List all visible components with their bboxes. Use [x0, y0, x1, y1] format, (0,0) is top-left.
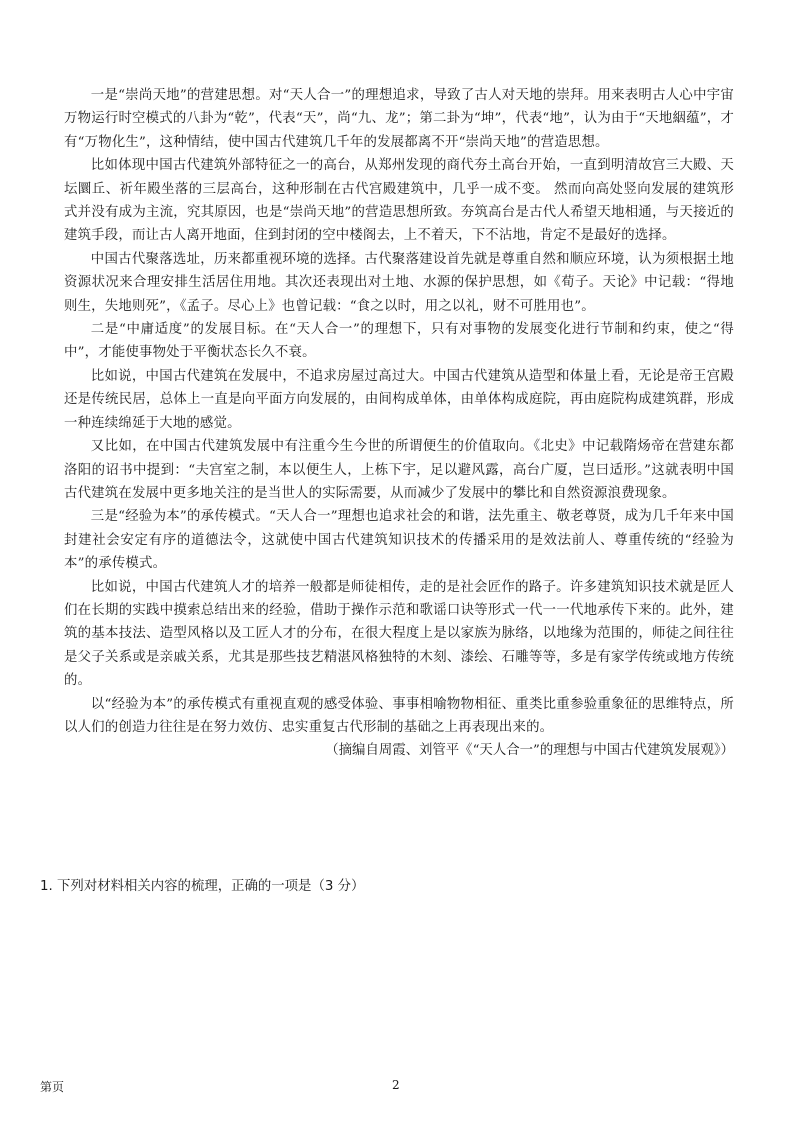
paragraph-3: 中国古代聚落选址，历来都重视环境的选择。古代聚落建设首先就是尊重自然和顺应环境，认为须根据土地资源状况来合理安排生活居住用地。其次还表现出对土地、水源的保护思想，如《荀子。天论》中记载：“得地则生，失地则死”，《孟子。尽心上》也曾记载：“食之以时，用之以礼，财不可胜用也”。 [64, 251, 734, 314]
paragraph-4: 二是“中庸适度”的发展目标。在“天人合一”的理想下，只有对事物的发展变化进行节制和约束，使之“得中”，才能使事物处于平衡状态长久不衰。 [64, 322, 734, 361]
footer-page-label: 第页 [40, 1080, 65, 1094]
paragraph-1: 一是“崇尚天地”的营建思想。对“天人合一”的理想追求，导致了古人对天地的崇拜。用来表明古人心中宇宙万物运行时空模式的八卦为“乾”，代表“天”，尚“九、龙”；第二卦为“坤”，代表“地”，认为由于“天地絪蕴”，才有“万物化生”，这种情结，使中国古代建筑几千年的发展都离不开“崇尚天地”的营造思想。 [64, 88, 734, 150]
paragraph-8: 比如说，中国古代建筑人才的培养一般都是师徒相传，走的是社会匠作的路子。许多建筑知识技术就是匠人们在长期的实践中摸索总结出来的经验，借助于操作示范和歌谣口诀等形式一代一一代地承传下来的。此外，建筑的基本技法、造型风格以及工匠人才的分布，在很大程度上是以家族为脉络，以地缘为范围的，师徒之间往往是父子关系或是亲戚关系，尤其是那些技艺精湛风格独特的木刻、漆绘、石雕等等，多是有家学传统或地方传统的。 [64, 579, 734, 689]
paragraph-7: 三是“经验为本”的承传模式。“天人合一”理想也追求社会的和谐，法先重主、敬老尊贤，成为几千年来中国封建社会安定有序的道德法令，这就使中国古代建筑知识技术的传播采用的是效法前人、尊重传统的“经验为本”的承传模式。 [64, 509, 734, 572]
question-1: 1. 下列对材料相关内容的梳理，正确的一项是（3 分） [40, 879, 365, 894]
article-body [64, 84, 734, 763]
paragraph-6: 又比如，在中国古代建筑发展中有注重今生今世的所谓便生的价值取向。《北史》中记载隋炀帝在营建东都洛阳的诏书中提到：“夫宫室之制，本以便生人，上栋下宇，足以避风露，高台广厦，岂曰适形。”这就表明中国古代建筑在发展中更多地关注的是当世人的实际需要，从而减少了发展中的攀比和自然资源浪费现象。 [64, 439, 734, 501]
paragraph-9: 以“经验为本”的承传模式有重视直观的感受体验、事事相喻物物相征、重类比重参验重象征的思维特点，所以人们的创造力往往是在努力效仿、忠实重复古代形制的基础之上再表现出来的。 [64, 696, 734, 735]
paragraph-5: 比如说，中国古代建筑在发展中，不追求房屋过高过大。中国古代建筑从造型和体量上看，无论是帝王宫殿还是传统民居，总体上一直是向平面方向发展的，由间构成单体，由单体构成庭院，再由庭院构成建筑群，形成一种连续绵延于大地的感觉。 [64, 368, 734, 431]
paragraph-2: 比如体现中国古代建筑外部特征之一的高台，从郑州发现的商代夯土高台开始，一直到明清故宫三大殿、天坛圜丘、祈年殿坐落的三层高台，这种形制在古代宫殿建筑中，几乎一成不变。 然而向高处竖向发展的建筑形式并没有成为主流，究其原因，也是“崇尚天地”的营造思想所致。夯筑高台是古代人希望天地相通，与天接近的建筑手段，而让古人离开地面，住到封闭的空中楼阁去，上不着天，下不沾地，肯定不是最好的选择。 [64, 158, 734, 244]
source-citation: （摘编自周霞、刘管平《“天人合一”的理想与中国古代建筑发展观》） [325, 743, 734, 759]
footer-page-number: 2 [392, 1078, 400, 1092]
